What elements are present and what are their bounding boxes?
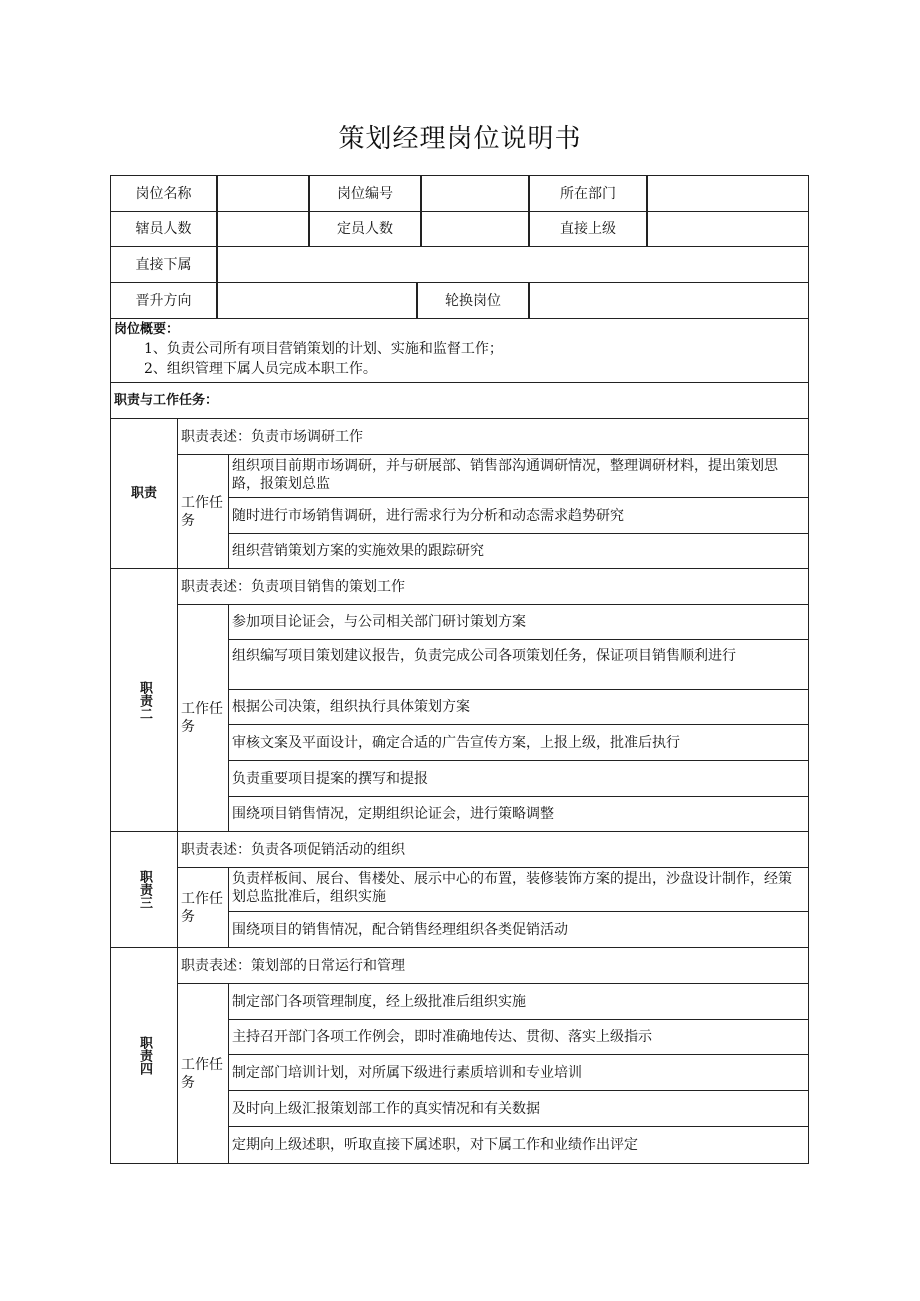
task-item: 围绕项目的销售情况，配合销售经理组织各类促销活动 [228, 911, 809, 948]
position-name-label: 岗位名称 [110, 175, 217, 212]
task-item: 及时向上级汇报策划部工作的真实情况和有关数据 [228, 1090, 809, 1127]
duty-label-text: 职责三 [137, 870, 152, 909]
staff-count-value [217, 211, 309, 247]
duties-heading: 职责与工作任务： [110, 382, 809, 419]
task-item: 参加项目论证会，与公司相关部门研讨策划方案 [228, 604, 809, 640]
duty-label-text: 职责二 [137, 680, 152, 720]
summary-line: 2、组织管理下属人员完成本职工作。 [144, 361, 377, 377]
subordinate-label: 直接下属 [110, 246, 217, 283]
superior-label: 直接上级 [529, 211, 647, 247]
department-label: 所在部门 [529, 175, 647, 212]
duty-label [110, 947, 178, 1164]
promotion-label: 晋升方向 [110, 282, 217, 319]
department-value [647, 175, 809, 212]
task-item: 组织编写项目策划建议报告，负责完成公司各项策划任务，保证项目销售顺利进行 [228, 639, 809, 690]
task-item: 随时进行市场销售调研，进行需求行为分析和动态需求趋势研究 [228, 497, 809, 534]
page-title: 策划经理岗位说明书 [338, 124, 582, 154]
task-label: 工作任务 [177, 604, 229, 832]
task-item: 定期向上级述职，听取直接下属述职，对下属工作和业绩作出评定 [228, 1126, 809, 1164]
task-item: 审核文案及平面设计，确定合适的广告宣传方案，上报上级，批准后执行 [228, 724, 809, 761]
duty-statement: 职责表述：负责项目销售的策划工作 [177, 568, 809, 605]
task-item: 制定部门培训计划，对所属下级进行素质培训和专业培训 [228, 1054, 809, 1091]
duty-label-text: 职责四 [137, 1036, 152, 1075]
task-item: 围绕项目销售情况，定期组织论证会，进行策略调整 [228, 796, 809, 832]
staff-count-label: 辖员人数 [110, 211, 217, 247]
task-item: 制定部门各项管理制度，经上级批准后组织实施 [228, 983, 809, 1020]
task-label: 工作任务 [177, 983, 229, 1164]
position-no-label: 岗位编号 [309, 175, 421, 212]
task-label: 工作任务 [177, 867, 229, 948]
quota-label: 定员人数 [309, 211, 421, 247]
duty-label: 职责 [110, 418, 178, 569]
task-label: 工作任务 [177, 454, 229, 569]
summary-section [110, 318, 809, 383]
task-item: 根据公司决策，组织执行具体策划方案 [228, 689, 809, 725]
promotion-value [217, 282, 417, 319]
duty-label [110, 568, 178, 832]
rotation-value [529, 282, 809, 319]
task-item: 主持召开部门各项工作例会，即时准确地传达、贯彻、落实上级指示 [228, 1019, 809, 1055]
duty-statement: 职责表述：负责各项促销活动的组织 [177, 831, 809, 868]
task-item: 负责样板间、展台、售楼处、展示中心的布置，装修装饰方案的提出，沙盘设计制作，经策划总监批准后，组织实施 [228, 867, 809, 912]
summary-heading: 岗位概要： [114, 322, 180, 337]
superior-value [647, 211, 809, 247]
task-item: 组织营销策划方案的实施效果的跟踪研究 [228, 533, 809, 569]
task-item: 组织项目前期市场调研，并与研展部、销售部沟通调研情况，整理调研材料，提出策划思路，报策划总监 [228, 454, 809, 498]
summary-line: 1、负责公司所有项目营销策划的计划、实施和监督工作； [144, 341, 503, 357]
rotation-label: 轮换岗位 [417, 282, 529, 319]
duty-statement: 职责表述：策划部的日常运行和管理 [177, 947, 809, 984]
subordinate-value [217, 246, 809, 283]
position-no-value [421, 175, 529, 212]
position-name-value [217, 175, 309, 212]
task-item: 负责重要项目提案的撰写和提报 [228, 760, 809, 797]
quota-value [421, 211, 529, 247]
duty-statement: 职责表述：负责市场调研工作 [177, 418, 809, 455]
duty-label [110, 831, 178, 948]
